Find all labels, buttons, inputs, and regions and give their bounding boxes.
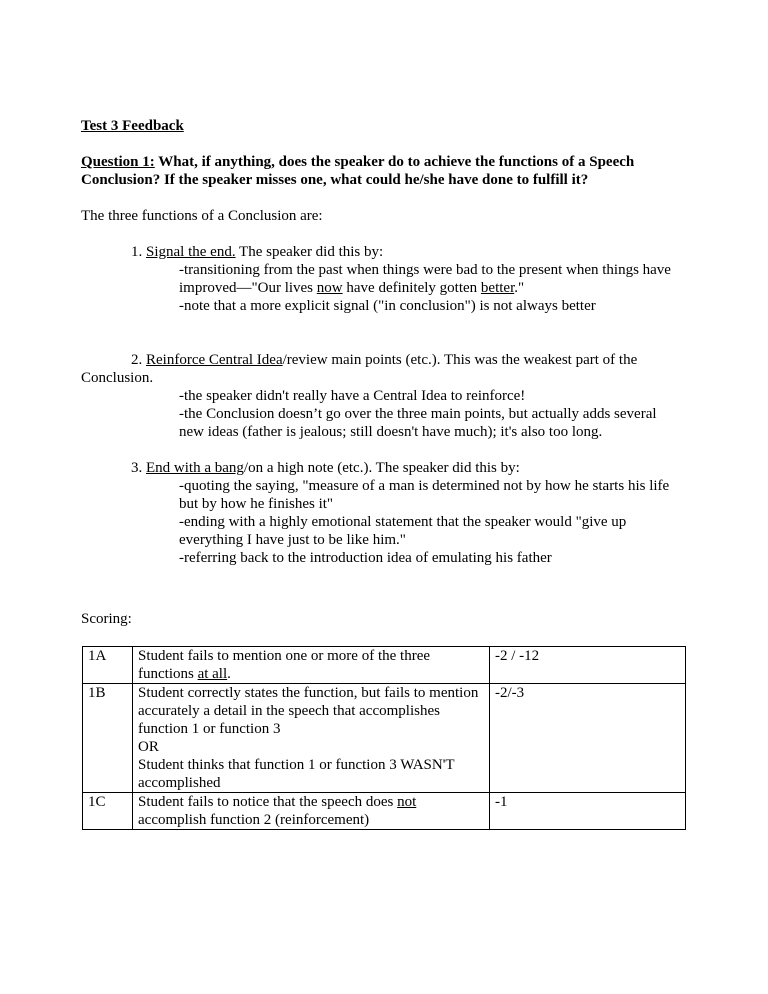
table-row: 1C Student fails to notice that the speech does not accomplish function 2 (reinforcement) -1: [83, 793, 686, 830]
function-3-point: -referring back to the introduction idea of emulating his father: [179, 550, 552, 566]
function-3-point: -ending with a highly emotional statement that the speaker would "give up everything I have just to be like him.": [179, 514, 627, 548]
table-row: 1A Student fails to mention one or more of the three functions at all. -2 / -12: [83, 647, 686, 684]
function-2-point: -the Conclusion doesn’t go over the three main points, but actually adds several new ideas (father is jealous; still doesn't have much); it's also too long.: [179, 406, 657, 440]
document-title: Test 3 Feedback: [81, 118, 184, 134]
scoring-table: [82, 646, 686, 830]
function-1: 1. Signal the end. The speaker did this by: -transitioning from the past when things were bad to the present when things have improved—"Our lives now have definitely gotten better." -note that a more explicit signal ("in conclusion") is not always better: [81, 243, 686, 315]
intro-text: The three functions of a Conclusion are:: [81, 208, 323, 224]
scoring-label: Scoring:: [81, 611, 132, 627]
question-heading: Question 1: What, if anything, does the speaker do to achieve the functions of a Speech Conclusion? If the speaker misses one, what could he/she have done to fulfill it?: [81, 154, 635, 188]
table-row: 1B Student correctly states the function, but fails to mention accurately a detail in the speech that accomplishes function 1 or function 3 OR Student thinks that function 1 or function 3 WASN'T accomplished -2/-3: [83, 684, 686, 793]
function-3: 3. End with a bang/on a high note (etc.). The speaker did this by: -quoting the saying, "measure of a man is determined not by how he starts his life but by how he finishes it" -ending with a highly emotional statement that the speaker would "give up everything I have just to be like him." -referring back to the introduction idea of emulating his father: [81, 459, 671, 567]
function-2: 2. Reinforce Central Idea/review main points (etc.). This was the weakest part of the Conclusion. -the speaker didn't really have a Central Idea to reinforce! -the Conclusion doesn’t go over the three main points, but actually adds several new ideas (father is jealous; still doesn't have much); it's also too long.: [81, 351, 666, 441]
function-1-point: -transitioning from the past when things were bad to the present when things have improved—"Our lives now have definitely gotten better.": [179, 262, 671, 296]
function-2-point: -the speaker didn't really have a Central Idea to reinforce!: [179, 388, 526, 404]
function-1-point: -note that a more explicit signal ("in conclusion") is not always better: [179, 298, 596, 314]
function-3-point: -quoting the saying, "measure of a man is determined not by how he starts his life but by how he finishes it": [179, 478, 670, 512]
